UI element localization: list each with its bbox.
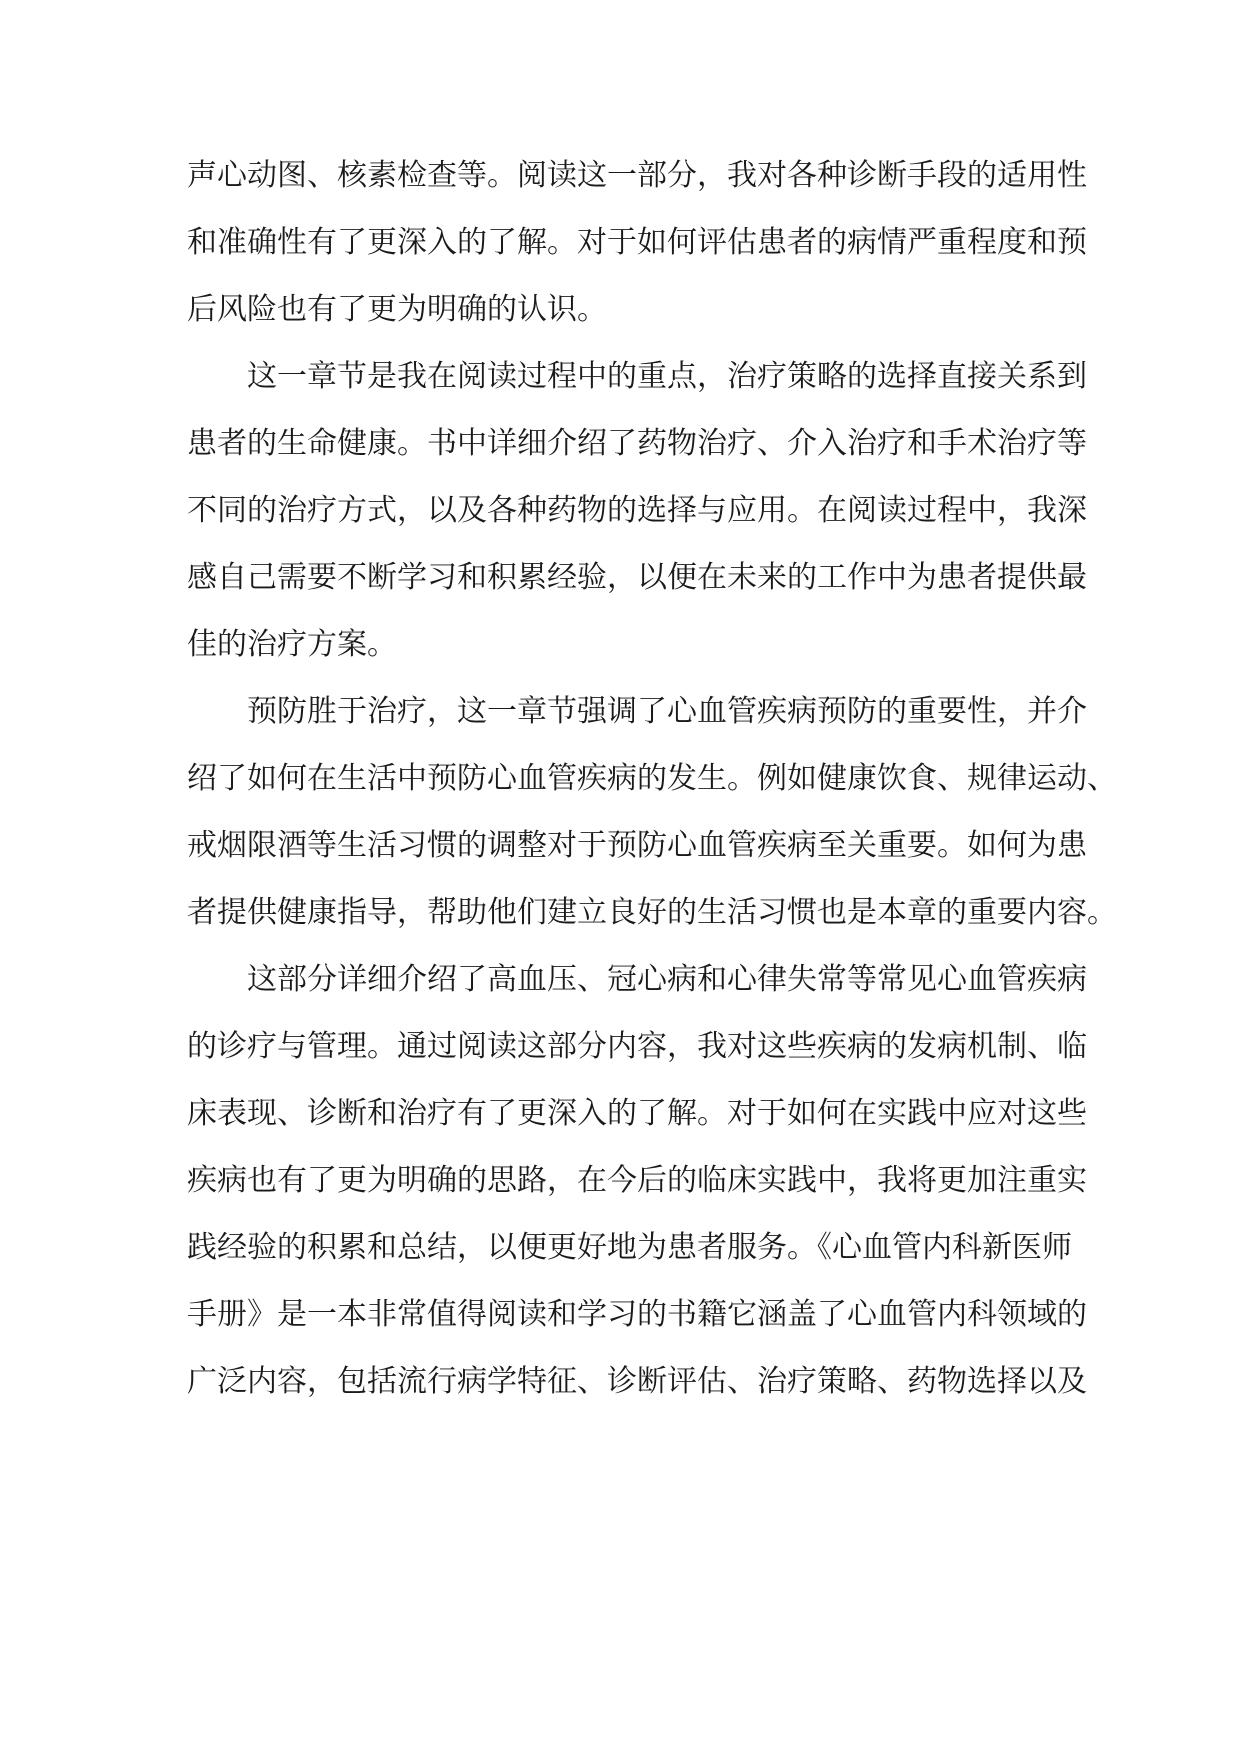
paragraph-1 [187,142,1087,343]
paragraph-3 [187,678,1117,946]
text-line: 不同的治疗方式，以及各种药物的选择与应用。在阅读过程中，我深 [187,493,1087,528]
text-line: 绍了如何在生活中预防心血管疾病的发生。例如健康饮食、规律运动、 [187,761,1117,796]
text-line: 疾病也有了更为明确的思路，在今后的临床实践中，我将更加注重实 [187,1163,1087,1198]
text-line: 的诊疗与管理。通过阅读这部分内容，我对这些疾病的发病机制、临 [187,1029,1087,1064]
document-body [187,142,1117,1415]
paragraph-2 [187,343,1087,678]
text-line: 戒烟限酒等生活习惯的调整对于预防心血管疾病至关重要。如何为患 [187,828,1087,863]
text-line: 佳的治疗方案。 [187,627,397,662]
text-line: 者提供健康指导，帮助他们建立良好的生活习惯也是本章的重要内容。 [187,895,1117,930]
text-line: 广泛内容，包括流行病学特征、诊断评估、治疗策略、药物选择以及 [187,1364,1087,1399]
text-line: 手册》是一本非常值得阅读和学习的书籍它涵盖了心血管内科领域的 [187,1297,1087,1332]
text-line: 这部分详细介绍了高血压、冠心病和心律失常等常见心血管疾病 [247,962,1087,997]
text-line: 床表现、诊断和治疗有了更深入的了解。对于如何在实践中应对这些 [187,1096,1087,1131]
text-line: 感自己需要不断学习和积累经验，以便在未来的工作中为患者提供最 [187,560,1087,595]
text-line: 患者的生命健康。书中详细介绍了药物治疗、介入治疗和手术治疗等 [187,426,1087,461]
text-line: 后风险也有了更为明确的认识。 [187,292,607,327]
text-line: 预防胜于治疗，这一章节强调了心血管疾病预防的重要性，并介 [247,694,1087,729]
text-line: 践经验的积累和总结，以便更好地为患者服务。《心血管内科新医师 [187,1230,1072,1265]
text-line: 和准确性有了更深入的了解。对于如何评估患者的病情严重程度和预 [187,225,1087,260]
paragraph-4 [187,946,1087,1415]
text-line: 声心动图、核素检查等。阅读这一部分，我对各种诊断手段的适用性 [187,158,1087,193]
text-line: 这一章节是我在阅读过程中的重点，治疗策略的选择直接关系到 [247,359,1087,394]
